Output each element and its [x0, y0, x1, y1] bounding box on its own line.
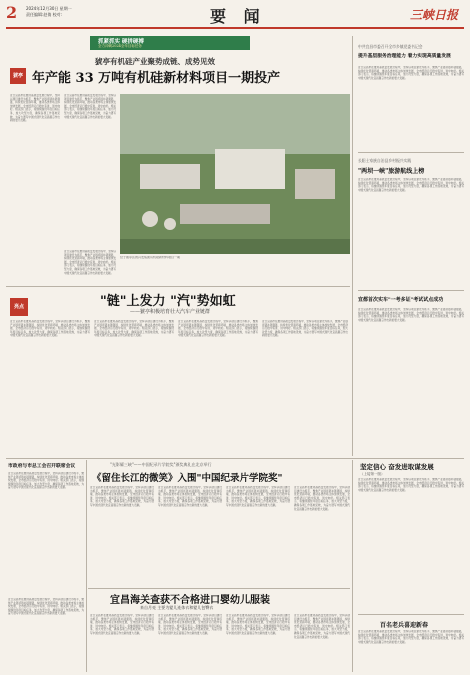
- liangdian-body-1: 近日宜昌市在推进高质量发展过程中，坚持以项目建设为抓手，聚焦产业链延链补链强链，持续优化营商环境，推动各类市场主体加快发展，全市经济运行稳中有进、进中向好。相关部门表示，将继续围绕年度目标任务，加大攻坚力度，确保各项工作落地见效，为奋力谱写中国式现代化宜昌篇章作出新的更大贡献。: [10, 320, 90, 338]
- customs-headline: 宜昌海关查获不合格进口婴幼儿服装: [110, 595, 270, 606]
- jianzhu-headline: 坚定信心 奋发进取谋发展: [360, 463, 434, 471]
- right-top-headline: 提升基层服务治理能力 着力实现高质量发展: [358, 53, 451, 59]
- page-number: 2: [6, 3, 18, 22]
- section-sep-1: [6, 286, 350, 287]
- film-body-1: 近日宜昌市在推进高质量发展过程中，坚持以项目建设为抓手，聚焦产业链延链补链强链，持续优化营商环境，推动各类市场主体加快发展，全市经济运行稳中有进、进中向好。相关部门表示，将继续围绕年度目标任务，加大攻坚力度，确保各项工作落地见效，为奋力谱写中国式现代化宜昌篇章作出新的更大贡献。: [90, 486, 154, 507]
- film-kicker: "光影耀三峡"——中国纪录片学院奖"颁奖典礼在北京举行: [110, 462, 212, 467]
- factory-photo: [120, 94, 350, 254]
- liangdian-badge: 亮点: [10, 298, 28, 316]
- liangdian-body-4: 近日宜昌市在推进高质量发展过程中，坚持以项目建设为抓手，聚焦产业链延链补链强链，持续优化营商环境，推动各类市场主体加快发展，全市经济运行稳中有进、进中向好。相关部门表示，将继续围绕年度目标任务，加大攻坚力度，确保各项工作落地见效，为奋力谱写中国式现代化宜昌篇章作出新的更大贡献。: [262, 320, 348, 338]
- banner-badge: 猇亭: [10, 68, 26, 84]
- editor-line: 责任编辑:赵倩 校对:: [26, 12, 62, 17]
- right-mid-body: 近日宜昌市在推进高质量发展过程中，坚持以项目建设为抓手，聚焦产业链延链补链强链，持续优化营商环境，推动各类市场主体加快发展，全市经济运行稳中有进、进中向好。相关部门表示，将继续围绕年度目标任务，加大攻坚力度，确保各项工作落地见效，为奋力谱写中国式现代化宜昌篇章作出新的更大贡献。: [358, 178, 464, 192]
- banner-article-body-2: 近日宜昌市在推进高质量发展过程中，坚持以项目建设为抓手，聚焦产业链延链补链强链，持续优化营商环境，推动各类市场主体加快发展，全市经济运行稳中有进、进中向好。相关部门表示，将继续围绕年度目标任务，加大攻坚力度，确保各项工作落地见效，为奋力谱写中国式现代化宜昌篇章作出新的更大贡献。: [64, 94, 116, 119]
- logo: 三峡日报: [410, 8, 459, 22]
- right-mid-kicker: 长阳土家族自治县乡村振兴实践: [358, 158, 412, 163]
- section-sep-2: [6, 458, 464, 459]
- section-title: 要 闻: [210, 7, 266, 26]
- photo-caption: 位于猇亭区的兴发集团有机硅新材料项目一期: [120, 256, 181, 259]
- right-top-kicker: 中共宜昌市委召开全市乡镇党委书记会: [358, 44, 423, 49]
- jianzhu-body: 近日宜昌市在推进高质量发展过程中，坚持以项目建设为抓手，聚焦产业链延链补链强链，持续优化营商环境，推动各类市场主体加快发展，全市经济运行稳中有进、进中向好。相关部门表示，将继续围绕年度目标任务，加大攻坚力度，确保各项工作落地见效，为奋力谱写中国式现代化宜昌篇章作出新的更大贡献。: [358, 478, 464, 492]
- column-divider: [352, 36, 353, 456]
- film-headline: 《留住长江的微笑》入围"中国纪录片学院奖": [92, 473, 283, 484]
- jianzhu-sub: （上接第一版）: [360, 472, 385, 476]
- liangdian-body-2: 近日宜昌市在推进高质量发展过程中，坚持以项目建设为抓手，聚焦产业链延链补链强链，持续优化营商环境，推动各类市场主体加快发展，全市经济运行稳中有进、进中向好。相关部门表示，将继续围绕年度目标任务，加大攻坚力度，确保各项工作落地见效，为奋力谱写中国式现代化宜昌篇章作出新的更大贡献。: [94, 320, 174, 338]
- masthead: [0, 0, 470, 30]
- banner-subtitle: 猇亭有机硅产业聚势成链、成势见效: [95, 57, 215, 66]
- header-rule: [6, 27, 464, 29]
- banner-article-body-3: 近日宜昌市在推进高质量发展过程中，坚持以项目建设为抓手，聚焦产业链延链补链强链，持续优化营商环境，推动各类市场主体加快发展，全市经济运行稳中有进、进中向好。相关部门表示，将继续围绕年度目标任务，加大攻坚力度，确保各项工作落地见效，为奋力谱写中国式现代化宜昌篇章作出新的更大贡献。: [64, 250, 116, 275]
- film-body-2: 近日宜昌市在推进高质量发展过程中，坚持以项目建设为抓手，聚焦产业链延链补链强链，持续优化营商环境，推动各类市场主体加快发展，全市经济运行稳中有进、进中向好。相关部门表示，将继续围绕年度目标任务，加大攻坚力度，确保各项工作落地见效，为奋力谱写中国式现代化宜昌篇章作出新的更大贡献。: [158, 486, 222, 507]
- centenary-headline: 百名老兵喜迎新春: [380, 622, 429, 629]
- date-line: 2024年12月30日 星期一: [26, 6, 72, 11]
- factory-photo-art: [120, 94, 350, 254]
- left-col-headline: 市政府与市总工会召开联席会议: [8, 463, 76, 469]
- section-sep-3: [88, 588, 350, 589]
- film-body-4: 近日宜昌市在推进高质量发展过程中，坚持以项目建设为抓手，聚焦产业链延链补链强链，持续优化营商环境，推动各类市场主体加快发展，全市经济运行稳中有进、进中向好。相关部门表示，将继续围绕年度目标任务，加大攻坚力度，确保各项工作落地见效，为奋力谱写中国式现代化宜昌篇章作出新的更大贡献。: [294, 486, 350, 511]
- banner-kicker-sub: 全力冲刺2024全年目标任务: [98, 44, 142, 48]
- right-top-body: 近日宜昌市在推进高质量发展过程中，坚持以项目建设为抓手，聚焦产业链延链补链强链，持续优化营商环境，推动各类市场主体加快发展，全市经济运行稳中有进、进中向好。相关部门表示，将继续围绕年度目标任务，加大攻坚力度，确保各项工作落地见效，为奋力谱写中国式现代化宜昌篇章作出新的更大贡献。: [358, 66, 464, 80]
- banner-kicker: 抓紧抓实 硬拼硬搏: [98, 39, 144, 45]
- customs-body-4: 近日宜昌市在推进高质量发展过程中，坚持以项目建设为抓手，聚焦产业链延链补链强链，持续优化营商环境，推动各类市场主体加快发展，全市经济运行稳中有进、进中向好。相关部门表示，将继续围绕年度目标任务，加大攻坚力度，确保各项工作落地见效，为奋力谱写中国式现代化宜昌篇章作出新的更大贡献。: [294, 614, 350, 639]
- customs-body-1: 近日宜昌市在推进高质量发展过程中，坚持以项目建设为抓手，聚焦产业链延链补链强链，持续优化营商环境，推动各类市场主体加快发展，全市经济运行稳中有进、进中向好。相关部门表示，将继续围绕年度目标任务，加大攻坚力度，确保各项工作落地见效，为奋力谱写中国式现代化宜昌篇章作出新的更大贡献。: [90, 614, 154, 635]
- left-col-body-2: 近日宜昌市在推进高质量发展过程中，坚持以项目建设为抓手，聚焦产业链延链补链强链，持续优化营商环境，推动各类市场主体加快发展，全市经济运行稳中有进、进中向好。相关部门表示，将继续围绕年度目标任务，加大攻坚力度，确保各项工作落地见效，为奋力谱写中国式现代化宜昌篇章作出新的更大贡献。: [8, 598, 84, 616]
- right-sep-1: [358, 152, 464, 153]
- exam-headline: 宜都首次实车"一考多证"考试试点成功: [358, 297, 444, 303]
- banner-band: [90, 36, 250, 50]
- liangdian-headline: "链"上发力 "汽"势如虹: [100, 294, 236, 309]
- liangdian-body-3: 近日宜昌市在推进高质量发展过程中，坚持以项目建设为抓手，聚焦产业链延链补链强链，持续优化营商环境，推动各类市场主体加快发展，全市经济运行稳中有进、进中向好。相关部门表示，将继续围绕年度目标任务，加大攻坚力度，确保各项工作落地见效，为奋力谱写中国式现代化宜昌篇章作出新的更大贡献。: [178, 320, 258, 338]
- left-col-divider: [86, 460, 87, 672]
- film-body-3: 近日宜昌市在推进高质量发展过程中，坚持以项目建设为抓手，聚焦产业链延链补链强链，持续优化营商环境，推动各类市场主体加快发展，全市经济运行稳中有进、进中向好。相关部门表示，将继续围绕年度目标任务，加大攻坚力度，确保各项工作落地见效，为奋力谱写中国式现代化宜昌篇章作出新的更大贡献。: [226, 486, 290, 507]
- left-col-body: 近日宜昌市在推进高质量发展过程中，坚持以项目建设为抓手，聚焦产业链延链补链强链，持续优化营商环境，推动各类市场主体加快发展，全市经济运行稳中有进、进中向好。相关部门表示，将继续围绕年度目标任务，加大攻坚力度，确保各项工作落地见效，为奋力谱写中国式现代化宜昌篇章作出新的更大贡献。: [8, 472, 84, 490]
- customs-body-2: 近日宜昌市在推进高质量发展过程中，坚持以项目建设为抓手，聚焦产业链延链补链强链，持续优化营商环境，推动各类市场主体加快发展，全市经济运行稳中有进、进中向好。相关部门表示，将继续围绕年度目标任务，加大攻坚力度，确保各项工作落地见效，为奋力谱写中国式现代化宜昌篇章作出新的更大贡献。: [158, 614, 222, 635]
- right-mid-headline: "两坝一峡"旅游航线上榜: [358, 168, 425, 175]
- right-sep-2: [358, 290, 464, 291]
- customs-body-3: 近日宜昌市在推进高质量发展过程中，坚持以项目建设为抓手，聚焦产业链延链补链强链，持续优化营商环境，推动各类市场主体加快发展，全市经济运行稳中有进、进中向好。相关部门表示，将继续围绕年度目标任务，加大攻坚力度，确保各项工作落地见效，为奋力谱写中国式现代化宜昌篇章作出新的更大贡献。: [226, 614, 290, 635]
- right-sep-3: [358, 614, 464, 615]
- liangdian-subtitle: ——猇亭积极培育壮大汽车产业链群: [130, 309, 211, 315]
- banner-article-body: 近日宜昌市在推进高质量发展过程中，坚持以项目建设为抓手，聚焦产业链延链补链强链，持续优化营商环境，推动各类市场主体加快发展，全市经济运行稳中有进、进中向好。相关部门表示，将继续围绕年度目标任务，加大攻坚力度，确保各项工作落地见效，为奋力谱写中国式现代化宜昌篇章作出新的更大贡献。: [10, 94, 60, 123]
- centenary-body: 近日宜昌市在推进高质量发展过程中，坚持以项目建设为抓手，聚焦产业链延链补链强链，持续优化营商环境，推动各类市场主体加快发展，全市经济运行稳中有进、进中向好。相关部门表示，将继续围绕年度目标任务，加大攻坚力度，确保各项工作落地见效，为奋力谱写中国式现代化宜昌篇章作出新的更大贡献。: [358, 630, 464, 644]
- exam-body: 近日宜昌市在推进高质量发展过程中，坚持以项目建设为抓手，聚焦产业链延链补链强链，持续优化营商环境，推动各类市场主体加快发展，全市经济运行稳中有进、进中向好。相关部门表示，将继续围绕年度目标任务，加大攻坚力度，确保各项工作落地见效，为奋力谱写中国式现代化宜昌篇章作出新的更大贡献。: [358, 308, 464, 322]
- customs-subtitle: 来自月亮 主要为婴儿连体衣和婴儿包臀衣: [140, 605, 214, 610]
- right-lower-divider: [352, 460, 353, 672]
- banner-headline: 年产能 33 万吨有机硅新材料项目一期投产: [32, 71, 281, 86]
